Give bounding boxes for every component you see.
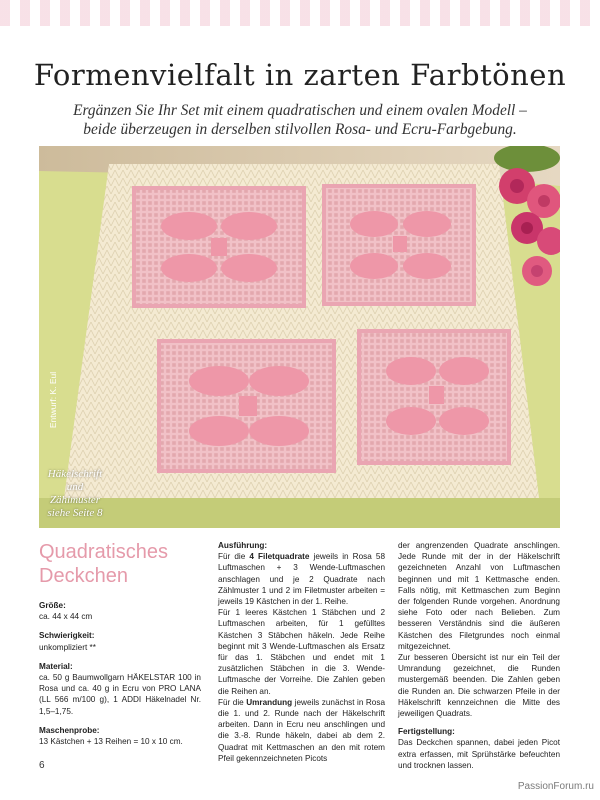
finishing-label: Fertigstellung:: [398, 727, 455, 737]
page-title: Formenvielfalt in zarten Farbtönen: [33, 58, 567, 92]
doily-photo: [39, 146, 560, 528]
instructions-paragraph-3: [218, 697, 385, 764]
top-decorative-stripe: [0, 0, 600, 26]
material-value: ca. 50 g Baumwollgarn HÄKELSTAR 100 in Rosa und ca. 40 g in Ecru von PRO LANA (LL 566 m/100 g), 1 ADDI Häkelnadel Nr. 1,5–1,75.: [39, 673, 201, 716]
subtitle-line-2: beide überzeugen in derselben stilvollen Rosa- und Ecru-Farbgebung.: [83, 121, 517, 138]
doily-square-bottom-left: [159, 341, 334, 471]
doily-square-top-right: [324, 186, 474, 304]
p1-bold: 4 Filetquadrate: [249, 552, 310, 562]
section-title-line-2: Deckchen: [39, 565, 128, 587]
photo-credit-text: Entwurf: K. Eul: [48, 371, 58, 429]
gauge-block: [39, 725, 201, 747]
instructions-paragraph-2: Für 1 leeres Kästchen 1 Stäbchen und 2 Luftmaschen arbeiten, für 1 gefülltes Kästchen 3 Stäbchen häkeln. Jede Reihe beginnt mit 3 Wende-Luftmaschen als Ersatz für das 1. Stäbchen und endet mit 1 zusätzlichen Stäbchen in die 3. Wende-Luftmasche der Vorreihe. Die Zahlen geben die Reihen an.: [218, 608, 385, 696]
continued-paragraph-1: der angrenzenden Quadrate anschlingen. Jede Runde mit der in der Häkelschrift gezeichneten Anzahl von Luftmaschen beginnen und mit 1 Kettmasche enden. Falls nötig, mit Kettmaschen zum Beginn der folgenden Runde vorgehen. Anordnung siehe Foto oder nach Belieben. Zum besseren Verständnis sind die äußeren Kästchen des Filetgrundes noch einmal mitgezeichnet.: [398, 541, 560, 651]
note-line-1: Häkelschrift: [47, 468, 103, 480]
p1-text-a: Für die: [218, 552, 250, 562]
note-line-3: Zählmuster: [49, 494, 101, 506]
p1-text-b: jeweils in Rosa 58 Luftmaschen + 3 Wende-Luftmaschen anschlagen und je 2 Quadrate nach Zählmuster 1 und 2 im Filetmuster arbeiten = jeweils 19 Kästchen in der 1. Reihe.: [218, 552, 385, 607]
column-specs: [39, 540, 201, 755]
page-number: 6: [39, 760, 45, 771]
doily-square-top-left: [134, 188, 304, 306]
gauge-label: Maschenprobe:: [39, 725, 100, 735]
section-title: [39, 540, 201, 588]
note-line-2: und: [66, 481, 84, 493]
p3-text-a: Für die: [218, 697, 247, 707]
page-subtitle: [20, 101, 580, 139]
section-title-line-1: Quadratisches: [39, 541, 168, 563]
difficulty-block: [39, 630, 201, 652]
photo-credit: [43, 360, 63, 440]
size-block: [39, 600, 201, 622]
doily-illustration: [39, 146, 560, 528]
watermark-text: PassionForum.ru: [517, 781, 594, 792]
execution-label: Ausführung:: [218, 541, 268, 550]
difficulty-value: unkompliziert **: [39, 642, 96, 652]
gauge-value: 13 Kästchen + 13 Reihen = 10 x 10 cm.: [39, 737, 183, 747]
column-instructions-continued: [398, 540, 560, 771]
finishing-paragraph: Das Deckchen spannen, dabei jeden Picot extra erfassen, mit Sprühstärke befeuchten und trocknen lassen.: [398, 738, 560, 770]
p3-bold: Umrandung: [246, 697, 293, 707]
material-label: Material:: [39, 661, 73, 671]
material-block: [39, 661, 201, 717]
difficulty-label: Schwierigkeit:: [39, 631, 95, 641]
size-label: Größe:: [39, 601, 66, 610]
pattern-reference-note: [44, 468, 106, 520]
continued-paragraph-2: Zur besseren Übersicht ist nur ein Teil der Umrandung gezeichnet, die Runden mustergemäß beenden. Die Zahlen geben die Runden an. Die schwarzen Pfeile in der Häkelschrift kennzeichnen die Mitte des jeweiligen Quadrats.: [398, 653, 560, 719]
p3-text-b: jeweils zunächst in Rosa die 1. und 2. Runde nach der Häkelschrift arbeiten. Dann in Ecru neu anschlingen und die 3.-8. Runde häkeln, dabei ab dem 2. Quadrat mit Kettmaschen an den mit rotem Pfeil gekennzeichneten Picots: [218, 697, 385, 763]
size-value: ca. 44 x 44 cm: [39, 612, 93, 622]
doily-square-bottom-right: [359, 331, 509, 463]
column-instructions: [218, 540, 385, 764]
subtitle-line-1: Ergänzen Sie Ihr Set mit einem quadratischen und einem ovalen Modell –: [73, 102, 527, 119]
note-line-4: siehe Seite 8: [47, 507, 103, 519]
instructions-paragraph-1: [218, 551, 385, 607]
